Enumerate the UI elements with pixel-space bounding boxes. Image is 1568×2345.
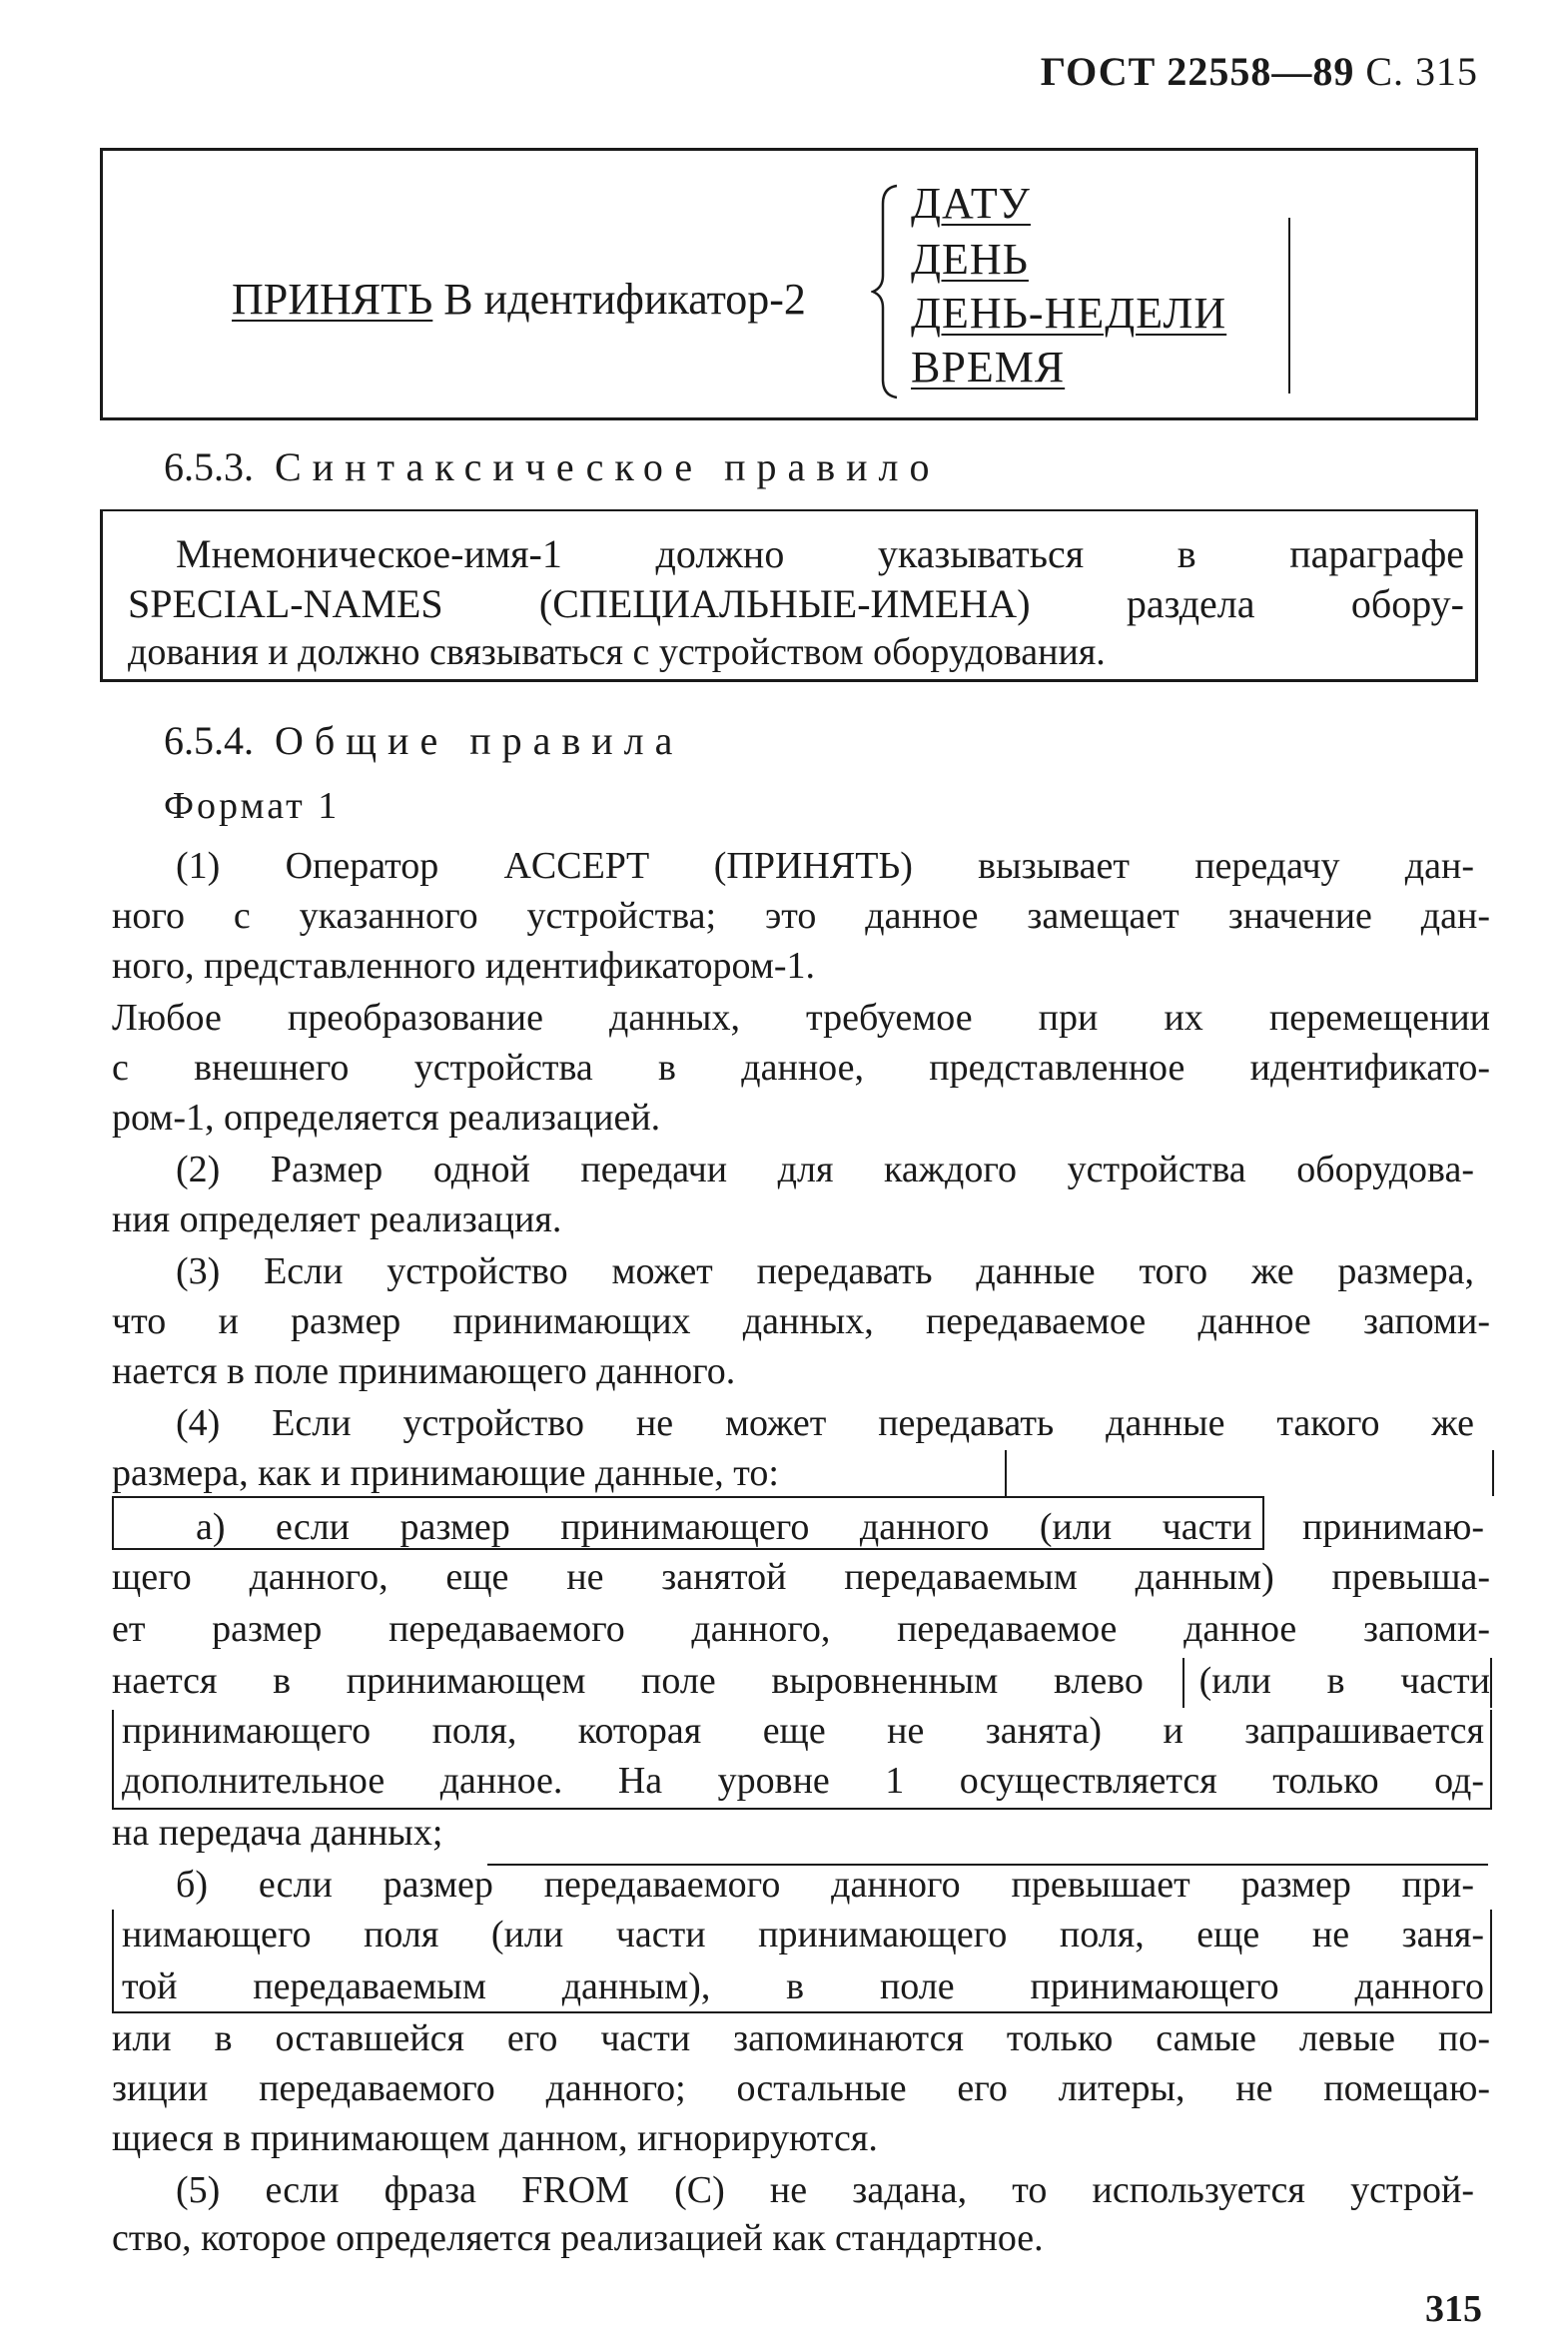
syntax-keyword: ПРИНЯТЬ: [232, 275, 433, 324]
body-line-11: нается в поле принимающего данного.: [112, 1350, 736, 1392]
body-line-23: той передаваемым данным), в поле принимающего данного: [122, 1965, 1484, 2007]
section-653-title: Синтаксическое правило: [275, 444, 941, 489]
body-line-20: на передача данных;: [112, 1812, 443, 1854]
body-line-25: зиции передаваемого данного; остальные его литеры, не помещаю-: [112, 2067, 1490, 2109]
section-654-heading: [164, 717, 683, 764]
syntax-statement: [232, 274, 806, 325]
body-line-7: (2) Размер одной передачи для каждого устройства оборудова-: [176, 1149, 1474, 1190]
body-line-17: нается в принимающем поле выровненным влево (или в части: [112, 1660, 1490, 1702]
section-654-title: Общие правила: [275, 718, 684, 763]
body-line-8: ния определяет реализация.: [112, 1198, 562, 1240]
syntax-option-day: ДЕНЬ: [911, 235, 1029, 284]
body-line-4: Любое преобразование данных, требуемое при их перемещении: [112, 997, 1490, 1039]
header-number: 22558—89: [1167, 49, 1355, 94]
header-standard: ГОСТ: [1040, 49, 1157, 94]
body-line-22: нимающего поля (или части принимающего поля, еще не заня-: [122, 1914, 1484, 1955]
syntax-brace: [871, 184, 901, 399]
syntax-rest: В идентификатор-2: [443, 275, 806, 324]
body-line-28: ство, которое определяется реализацией как стандартное.: [112, 2217, 1044, 2259]
body-line-18: принимающего поля, которая еще не занята) и запрашивается: [122, 1710, 1484, 1752]
rule-line-1: Мнемоническое-имя-1 должно указываться в параграфе: [176, 531, 1464, 576]
rule-box-bottom-rule: [100, 679, 1478, 682]
body-line-21: б) если размер передаваемого данного превышает размер при-: [176, 1864, 1474, 1906]
section-653-heading: [164, 443, 941, 490]
body-line-12: (4) Если устройство не может передавать данные такого же: [176, 1402, 1474, 1444]
syntax-option-time: ВРЕМЯ: [911, 343, 1066, 391]
body-line-24: или в оставшейся его части запоминаются только самые левые по-: [112, 2017, 1490, 2059]
frame-a-1: [1005, 1450, 1494, 1496]
body-line-1: (1) Оператор ACCEPT (ПРИНЯТЬ) вызывает передачу дан-: [176, 845, 1474, 887]
syntax-right-bar: [1288, 218, 1290, 393]
body-line-5: с внешнего устройства в данное, представленное идентификато-: [112, 1047, 1490, 1089]
section-653-number: 6.5.3.: [164, 444, 254, 489]
body-line-14: а) если размер принимающего данного (или части принимаю-: [196, 1506, 1484, 1548]
syntax-option-day-of-week: ДЕНЬ-НЕДЕЛИ: [911, 289, 1227, 338]
section-654-format: Формат 1: [164, 785, 341, 827]
body-line-15: щего данного, еще не занятой передаваемым данным) превыша-: [112, 1556, 1490, 1598]
body-line-9: (3) Если устройство может передавать данные того же размера,: [176, 1250, 1474, 1292]
body-line-10: что и размер принимающих данных, передаваемое данное запоми-: [112, 1300, 1490, 1342]
body-line-19: дополнительное данное. На уровне 1 осуществляется только од-: [122, 1760, 1484, 1802]
body-line-6: ром-1, определяется реализацией.: [112, 1097, 661, 1139]
syntax-option-date: ДАТУ: [911, 179, 1031, 228]
section-654-number: 6.5.4.: [164, 718, 254, 763]
body-line-3: ного, представленного идентификатором-1.: [112, 945, 816, 987]
body-line-13: размера, как и принимающие данные, то:: [112, 1452, 779, 1494]
page-number: 315: [1425, 2288, 1482, 2330]
syntax-box-bottom-rule: [100, 417, 1478, 420]
header-page-label: С. 315: [1365, 49, 1478, 94]
page-header: [1041, 48, 1478, 95]
rule-line-2: SPECIAL-NAMES (СПЕЦИАЛЬНЫЕ-ИМЕНА) раздела обору-: [128, 581, 1464, 626]
body-line-27: (5) если фраза FROM (С) не задана, то используется устрой-: [176, 2169, 1474, 2211]
body-line-16: ет размер передаваемого данного, передаваемое данное запоми-: [112, 1608, 1490, 1650]
body-line-2: ного с указанного устройства; это данное замещает значение дан-: [112, 895, 1490, 937]
rule-line-3: дования и должно связываться с устройством оборудования.: [128, 631, 1106, 673]
body-line-26: щиеся в принимающем данном, игнорируются.: [112, 2117, 878, 2159]
